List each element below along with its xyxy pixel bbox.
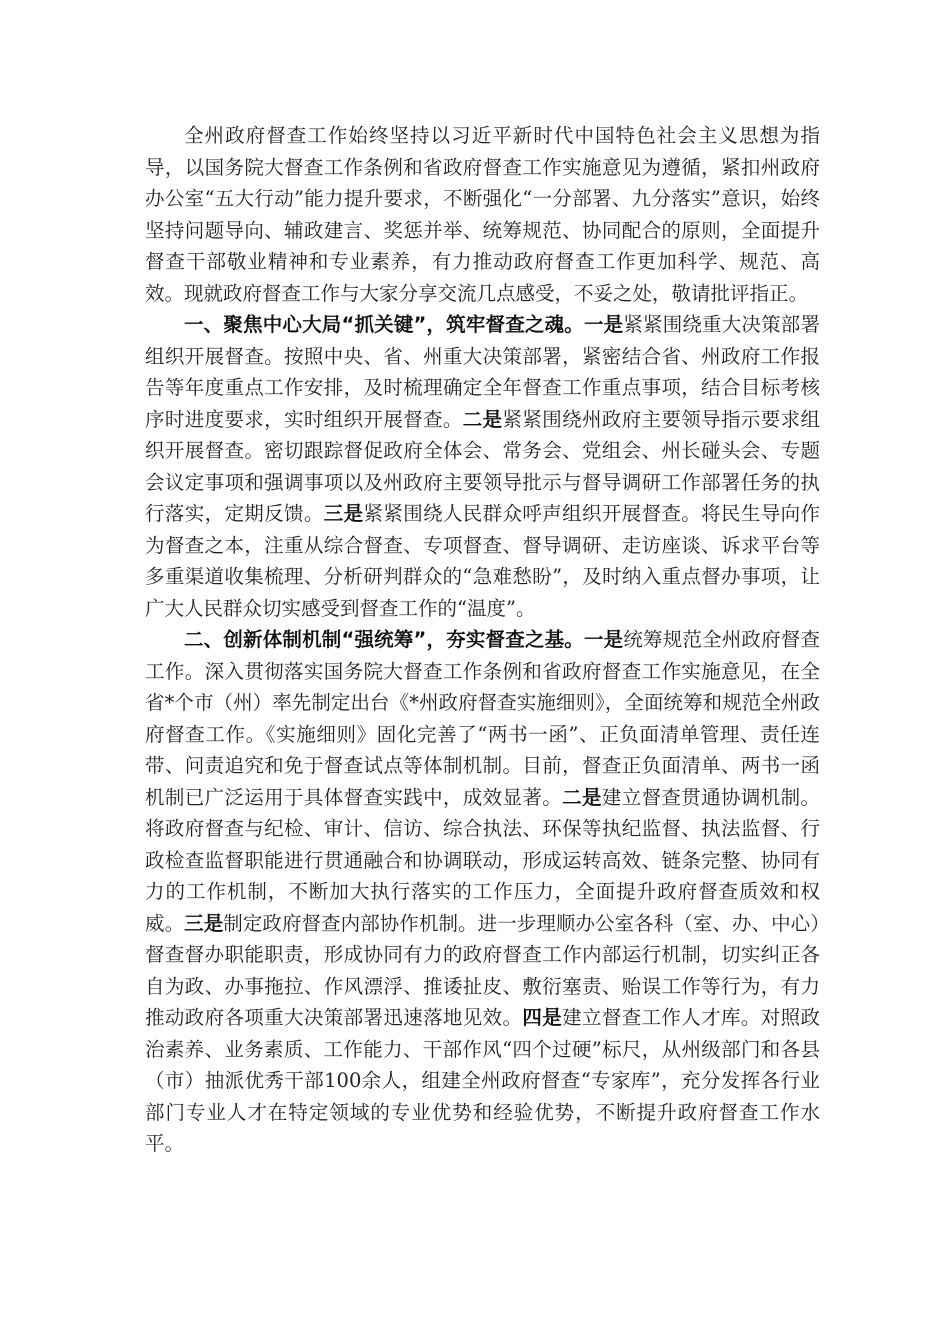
section-1-lead-1: 一是 (583, 313, 624, 336)
section-2-lead-4: 四是 (522, 1006, 563, 1029)
section-2-lead-2: 二是 (562, 785, 602, 809)
section-1-text-3: 紧紧围绕人民群众呼声组织开展督查。将民生导向作为督查之本，注重从综合督查、专项督查、督导调研、走访座谈、诉求平台等多重渠道收集梳理、分析研判群众的“急难愁盼”，及时纳入重点督办事项，让广大人民群众切实感受到督查工作的“温度”。 (145, 502, 820, 620)
section-1-text-2: 紧紧围绕州政府主要领导指示要求组织开展督查。密切跟踪督促政府全体会、常务会、党组会、州长碰头会、专题会议定事项和强调事项以及州政府主要领导批示与督导调研工作部署任务的执行落实，定期反馈。 (145, 407, 820, 525)
section-1-lead-2: 二是 (462, 407, 503, 431)
section-1-heading: 一、聚焦中心大局“抓关键”，筑牢督查之魂。 (184, 313, 584, 336)
section-1-paragraph (145, 309, 820, 624)
section-2-text-3: 制定政府督查内部协作机制。进一步理顺办公室各科（室、办、中心）督查督办职能职责，形成协同有力的政府督查工作内部运行机制，切实纠正各自为政、办事拖拉、作风漂浮、推诿扯皮、敷衍塞责、贻误工作等行为，有力推动政府各项重大决策部署迅速落地见效。 (145, 911, 820, 1029)
section-2-paragraph (145, 624, 820, 1160)
section-2-text-1: 统筹规范全州政府督查工作。深入贯彻落实国务院大督查工作条例和省政府督查工作实施意见，在全省*个市（州）率先制定出台《*州政府督查实施细则》，全面统筹和规范全州政府督查工作。《实施细则》固化完善了“两书一函”、正负面清单管理、责任连带、问责追究和免于督查试点等体制机制。目前，督查正负面清单、两书一函机制已广泛运用于具体督查实践中，成效显著。 (145, 628, 820, 809)
section-2-heading: 二、创新体制机制“强统筹”，夯实督查之基。 (184, 628, 584, 651)
section-2-text-2: 建立督查贯通协调机制。将政府督查与纪检、审计、信访、综合执法、环保等执纪监督、执法监督、行政检查监督职能进行贯通融合和协调联动，形成运转高效、链条完整、协同有力的工作机制，不断加大执行落实的工作压力，全面提升政府督查质效和权威。 (145, 785, 820, 935)
intro-text: 全州政府督查工作始终坚持以习近平新时代中国特色社会主义思想为指导，以国务院大督查工作条例和省政府督查工作实施意见为遵循，紧扣州政府办公室“五大行动”能力提升要求，不断强化“一分部署、九分落实”意识，始终坚持问题导向、辅政建言、奖惩并举、统筹规范、协同配合的原则，全面提升督查干部敬业精神和专业素养，有力推动政府督查工作更加科学、规范、高效。现就政府督查工作与大家分享交流几点感受，不妥之处，敬请批评指正。 (145, 124, 820, 305)
section-1-text-1: 紧紧围绕重大决策部署组织开展督查。按照中央、省、州重大决策部署，紧密结合省、州政府工作报告等年度重点工作安排，及时梳理确定全年督查工作重点事项，结合目标考核序时进度要求，实时组织开展督查。 (145, 313, 820, 431)
intro-paragraph (145, 120, 820, 309)
section-1-lead-3: 三是 (323, 502, 364, 525)
document-body (145, 120, 820, 1160)
section-2-lead-1: 一是 (583, 628, 624, 651)
section-2-lead-3: 三是 (184, 911, 224, 935)
section-2-text-4: 建立督查工作人才库。对照政治素养、业务素质、工作能力、干部作风“四个过硬”标尺，从州级部门和各县（市）抽派优秀干部100余人，组建全州政府督查“专家库”，充分发挥各行业部门专业人才在特定领域的专业优势和经验优势，不断提升政府督查工作水平。 (145, 1006, 820, 1155)
